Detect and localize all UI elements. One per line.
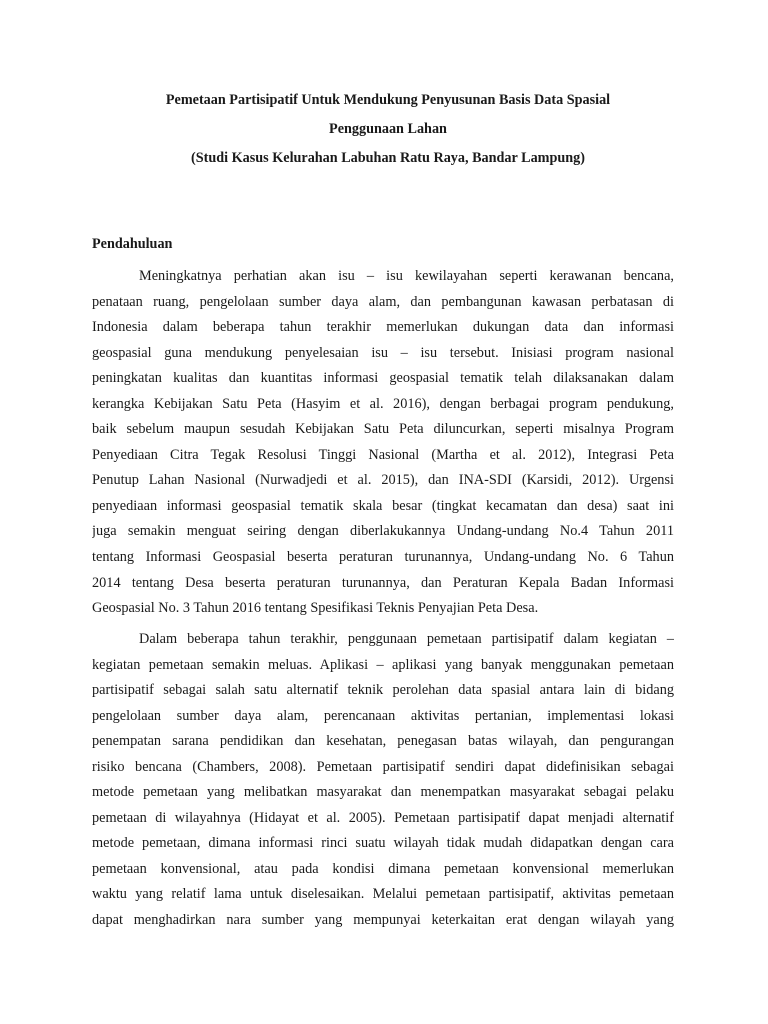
document-title bbox=[92, 86, 684, 173]
paragraph-line: Penutup Lahan Nasional (Nurwadjedi et al. 2015), dan INA-SDI (Karsidi, 2012). Urgensi bbox=[92, 472, 674, 489]
paragraph-line: pemetaan konvensional, atau pada kondisi dimana pemetaan konvensional memerlukan bbox=[92, 860, 674, 877]
paragraph-line: metode pemetaan, dimana informasi rinci suatu wilayah tidak mudah didapatkan dengan cara bbox=[92, 835, 674, 852]
paragraph-line: 2014 tentang Desa beserta peraturan turunannya, dan Peraturan Kepala Badan Informasi bbox=[92, 574, 674, 591]
paragraph-line: Indonesia dalam beberapa tahun terakhir memerlukan dukungan data dan informasi bbox=[92, 319, 674, 336]
paragraph-line: tentang Informasi Geospasial beserta peraturan turunannya, Undang-undang No. 6 Tahun bbox=[92, 549, 674, 566]
paragraph-line: pengelolaan sumber daya alam, perencanaan aktivitas pertanian, implementasi lokasi bbox=[92, 707, 674, 724]
title-line: Pemetaan Partisipatif Untuk Mendukung Penyusunan Basis Data Spasial bbox=[165, 92, 611, 108]
paragraph-line: partisipatif sebagai salah satu alternatif teknik perolehan data spasial antara lain di bidang bbox=[92, 682, 674, 699]
paragraph-line: risiko bencana (Chambers, 2008). Pemetaan partisipatif sendiri dapat didefinisikan sebagai bbox=[92, 758, 674, 775]
paragraph-line: Meningkatnya perhatian akan isu – isu kewilayahan seperti kerawanan bencana, bbox=[139, 268, 674, 284]
paragraph-line: penyediaan informasi geospasial tematik skala besar (tingkat kecamatan dan desa) saat ini bbox=[92, 497, 674, 514]
paragraph bbox=[92, 264, 674, 622]
paragraph-line: dapat menghadirkan nara sumber yang mempunyai keterkaitan erat dengan wilayah yang bbox=[92, 912, 674, 929]
paragraph-line: geospasial guna mendukung penyelesaian isu – isu tersebut. Inisiasi program nasional bbox=[92, 344, 674, 361]
paragraph-line: pemetaan di wilayahnya (Hidayat et al. 2005). Pemetaan partisipatif dapat menjadi alternatif bbox=[92, 809, 674, 826]
title-line: Penggunaan Lahan bbox=[329, 121, 447, 137]
subtitle-line: (Studi Kasus Kelurahan Labuhan Ratu Raya, Bandar Lampung) bbox=[191, 150, 585, 166]
paragraph bbox=[92, 627, 674, 934]
paragraph-line: Dalam beberapa tahun terakhir, penggunaan pemetaan partisipatif dalam kegiatan – bbox=[139, 631, 674, 647]
section-heading: Pendahuluan bbox=[92, 236, 173, 252]
paragraph-line: metode pemetaan yang melibatkan masyarakat dan menempatkan masyarakat sebagai pelaku bbox=[92, 784, 674, 801]
paragraph-line: waktu yang relatif lama untuk diselesaikan. Melalui pemetaan partisipatif, aktivitas pemetaan bbox=[92, 886, 674, 903]
paragraph-line: baik sebelum maupun sesudah Kebijakan Satu Peta diluncurkan, seperti misalnya Program bbox=[92, 421, 674, 438]
paragraph-line: juga semakin menguat seiring dengan diberlakukannya Undang-undang No.4 Tahun 2011 bbox=[92, 523, 674, 540]
paragraph-line: peningkatan kualitas dan kuantitas informasi geospasial tematik telah dilaksanakan dalam bbox=[92, 370, 674, 387]
paragraph-line: Penyediaan Citra Tegak Resolusi Tinggi Nasional (Martha et al. 2012), Integrasi Peta bbox=[92, 446, 674, 463]
paragraph-line: penataan ruang, pengelolaan sumber daya alam, dan pembangunan kawasan perbatasan di bbox=[92, 293, 674, 310]
paragraph-line: kegiatan pemetaan semakin meluas. Aplikasi – aplikasi yang banyak menggunakan pemetaan bbox=[92, 656, 674, 673]
paragraph-line: penempatan sarana pendidikan dan kesehatan, penegasan batas wilayah, dan pengurangan bbox=[92, 733, 674, 750]
paragraph-line: kerangka Kebijakan Satu Peta (Hasyim et al. 2016), dengan berbagai program pendukung, bbox=[92, 395, 674, 412]
paragraph-line: Geospasial No. 3 Tahun 2016 tentang Spesifikasi Teknis Penyajian Peta Desa. bbox=[92, 600, 539, 617]
